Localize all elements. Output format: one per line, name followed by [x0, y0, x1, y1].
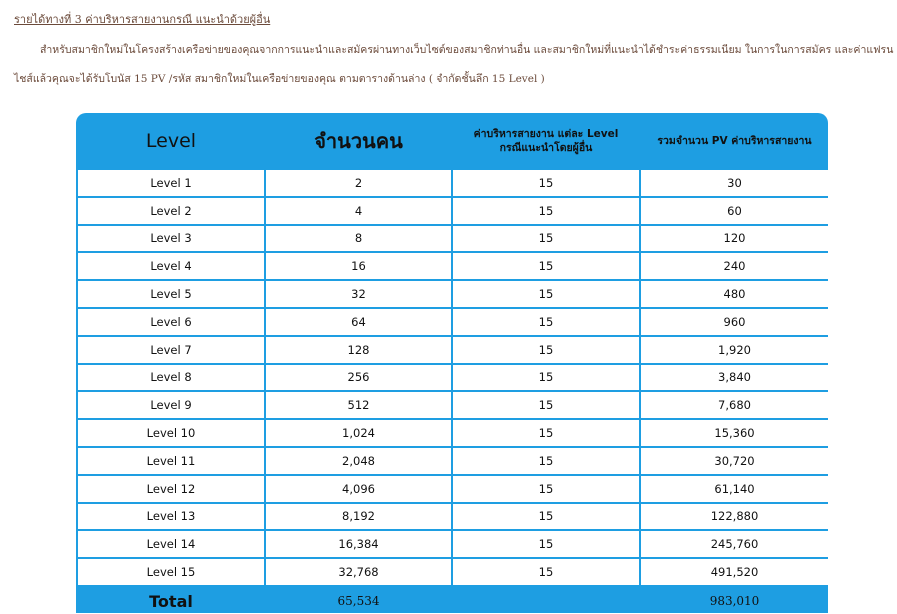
table-row	[77, 169, 828, 197]
cell-total-pv: 240	[640, 252, 828, 280]
cell-fee: 15	[452, 252, 640, 280]
table-row	[77, 530, 828, 558]
cell-total-pv: 122,880	[640, 503, 828, 531]
cell-total-pv: 7,680	[640, 391, 828, 419]
cell-people: 32,768	[265, 558, 452, 586]
header-total-pv: รวมจำนวน PV ค่าบริหารสายงาน	[657, 134, 812, 147]
cell-total-pv: 60	[640, 197, 828, 225]
cell-fee: 15	[452, 419, 640, 447]
table-row	[77, 197, 828, 225]
cell-people: 16	[265, 252, 452, 280]
table-row	[77, 308, 828, 336]
table-row	[77, 503, 828, 531]
header-fee-per-level: ค่าบริหารสายงาน แต่ละ Level กรณีแนะนำโดยผู้อื่น	[473, 127, 619, 154]
cell-total-pv: 61,140	[640, 475, 828, 503]
total-people: 65,534	[265, 586, 452, 613]
table-row	[77, 475, 828, 503]
cell-fee: 15	[452, 197, 640, 225]
cell-total-pv: 245,760	[640, 530, 828, 558]
cell-fee: 15	[452, 364, 640, 392]
cell-people: 32	[265, 280, 452, 308]
table-row	[77, 252, 828, 280]
cell-people: 256	[265, 364, 452, 392]
cell-total-pv: 480	[640, 280, 828, 308]
total-fee-empty	[452, 586, 640, 613]
table-row	[77, 558, 828, 586]
cell-level: Level 12	[77, 475, 265, 503]
cell-people: 1,024	[265, 419, 452, 447]
table-row	[77, 419, 828, 447]
cell-fee: 15	[452, 391, 640, 419]
total-label: Total	[77, 586, 265, 613]
cell-total-pv: 30	[640, 169, 828, 197]
cell-level: Level 11	[77, 447, 265, 475]
cell-level: Level 3	[77, 225, 265, 253]
cell-people: 128	[265, 336, 452, 364]
cell-fee: 15	[452, 475, 640, 503]
table-row	[77, 447, 828, 475]
cell-total-pv: 1,920	[640, 336, 828, 364]
cell-people: 2	[265, 169, 452, 197]
header-level: Level	[145, 129, 197, 152]
cell-level: Level 6	[77, 308, 265, 336]
cell-fee: 15	[452, 558, 640, 586]
table-body	[77, 169, 828, 613]
cell-level: Level 14	[77, 530, 265, 558]
level-bonus-table	[76, 113, 828, 613]
table-header-row	[77, 113, 828, 169]
cell-level: Level 13	[77, 503, 265, 531]
cell-fee: 15	[452, 503, 640, 531]
cell-level: Level 15	[77, 558, 265, 586]
cell-people: 4	[265, 197, 452, 225]
level-bonus-table-container	[76, 113, 828, 613]
table-row	[77, 225, 828, 253]
table-row	[77, 391, 828, 419]
cell-people: 8	[265, 225, 452, 253]
cell-total-pv: 15,360	[640, 419, 828, 447]
cell-fee: 15	[452, 336, 640, 364]
table-total-row	[77, 586, 828, 613]
cell-fee: 15	[452, 530, 640, 558]
cell-people: 16,384	[265, 530, 452, 558]
cell-total-pv: 3,840	[640, 364, 828, 392]
total-pv: 983,010	[640, 586, 828, 613]
cell-people: 8,192	[265, 503, 452, 531]
cell-level: Level 9	[77, 391, 265, 419]
cell-fee: 15	[452, 280, 640, 308]
header-people: จำนวนคน	[314, 128, 403, 153]
cell-level: Level 8	[77, 364, 265, 392]
cell-people: 4,096	[265, 475, 452, 503]
section-heading: รายได้ทางที่ 3 ค่าบริหารสายงานกรณี แนะนำด้วยผู้อื่น	[14, 13, 271, 26]
cell-level: Level 2	[77, 197, 265, 225]
cell-fee: 15	[452, 447, 640, 475]
cell-level: Level 1	[77, 169, 265, 197]
cell-people: 512	[265, 391, 452, 419]
cell-total-pv: 120	[640, 225, 828, 253]
cell-fee: 15	[452, 169, 640, 197]
table-row	[77, 364, 828, 392]
cell-fee: 15	[452, 225, 640, 253]
table-row	[77, 280, 828, 308]
cell-people: 64	[265, 308, 452, 336]
cell-level: Level 7	[77, 336, 265, 364]
cell-total-pv: 30,720	[640, 447, 828, 475]
cell-total-pv: 491,520	[640, 558, 828, 586]
description-paragraph: สำหรับสมาชิกใหม่ในโครงสร้างเครือข่ายของคุณจากการแนะนำและสมัครผ่านทางเว็บไซต์ของสมาชิกท่านอื่น และสมาชิกใหม่ที่แนะนำได้ชำระค่าธรรมเนียม ในการในการสมัคร และค่าแฟรนไชส์แล้วคุณจะได้รับโบนัส 15 PV /รหัส สมาชิกใหม่ในเครือข่ายของคุณ ตามตารางด้านล่าง ( จำกัดชั้นลึก 15 Level )	[14, 44, 894, 85]
cell-level: Level 4	[77, 252, 265, 280]
cell-total-pv: 960	[640, 308, 828, 336]
cell-level: Level 5	[77, 280, 265, 308]
cell-level: Level 10	[77, 419, 265, 447]
cell-people: 2,048	[265, 447, 452, 475]
table-row	[77, 336, 828, 364]
cell-fee: 15	[452, 308, 640, 336]
